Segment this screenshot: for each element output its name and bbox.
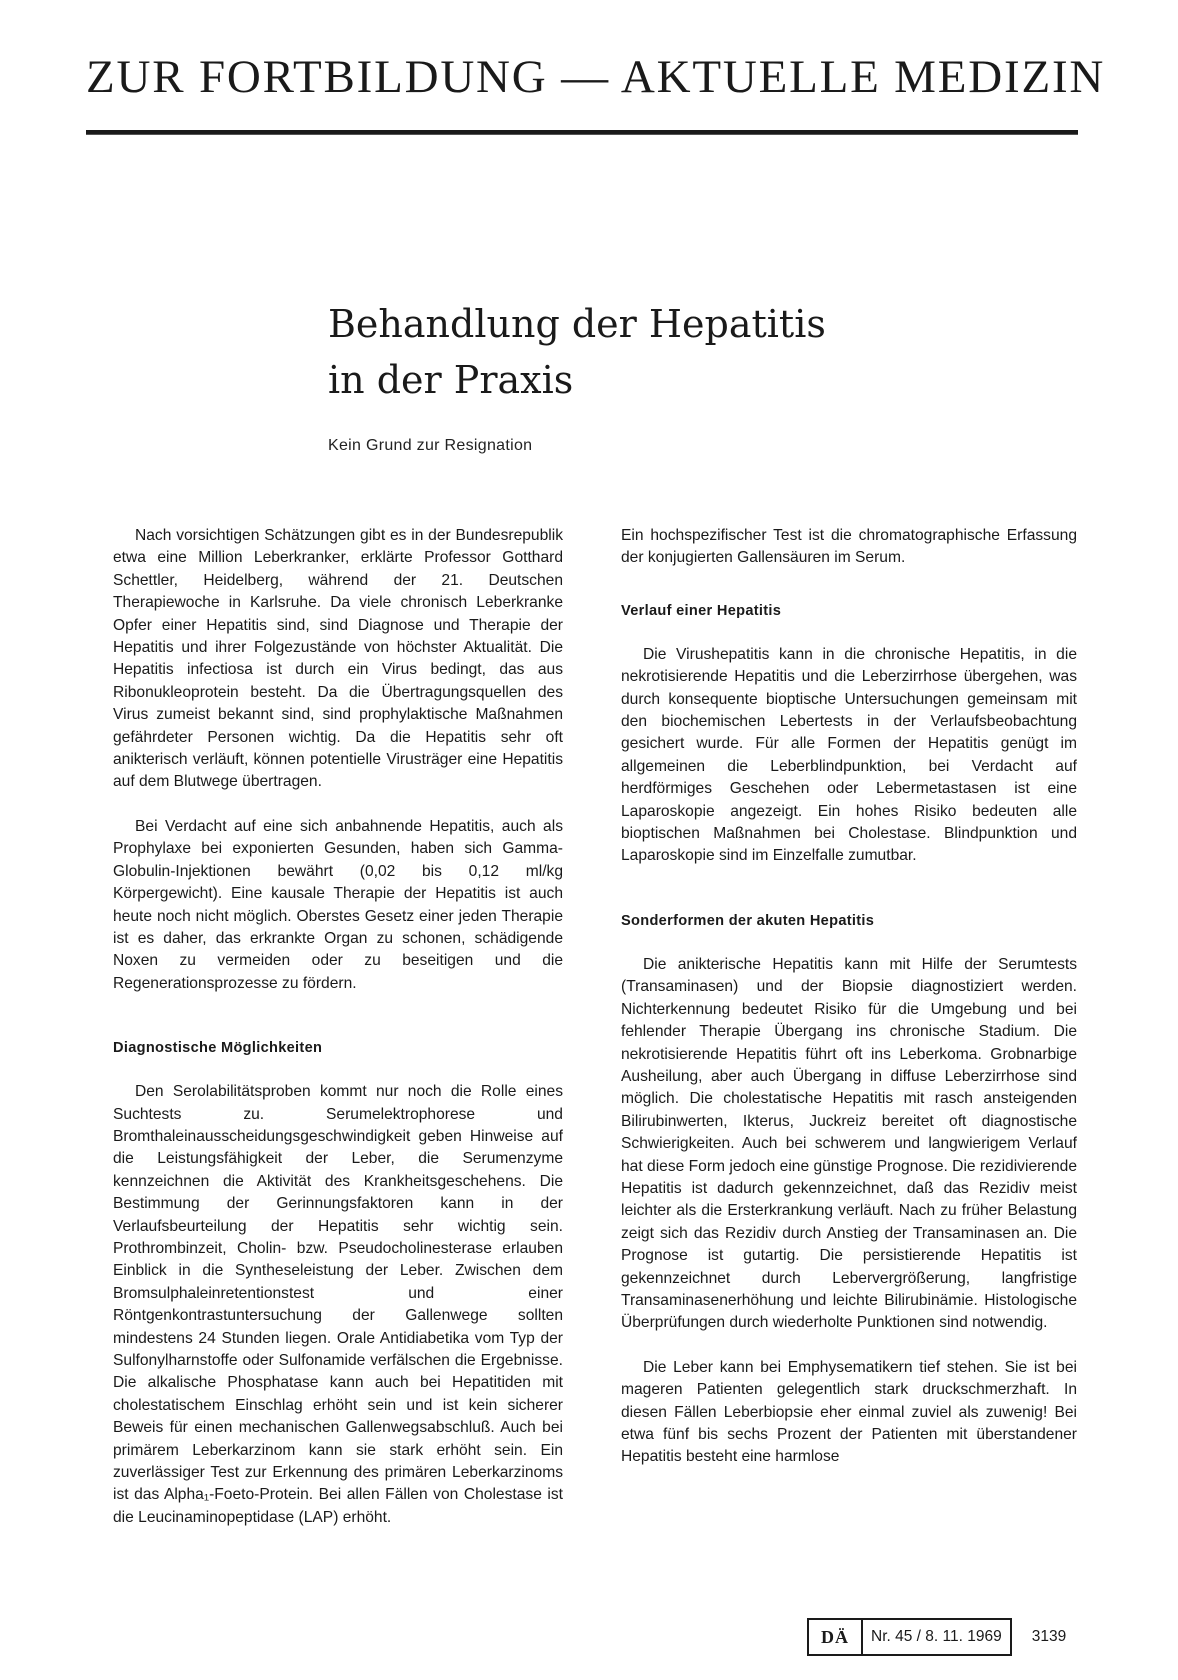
journal-issue-box: [807, 1618, 1012, 1656]
left-column: [113, 525, 563, 1529]
article-subtitle: Kein Grund zur Resignation: [328, 437, 533, 454]
section-header: ZUR FORTBILDUNG — AKTUELLE MEDIZIN: [86, 51, 1106, 103]
article-title: [328, 296, 826, 408]
heading-diagnostik: Diagnostische Möglichkeiten: [113, 1040, 323, 1057]
page-number: 3139: [1031, 1628, 1067, 1645]
right-column: [621, 525, 1077, 1469]
paragraph-continued: Ein hochspezifischer Test ist die chromatographische Erfassung der konjugierten Gallensäuren im Serum.: [621, 527, 1077, 567]
article-title-line-1: Behandlung der Hepatitis: [328, 302, 826, 346]
article-title-line-2: in der Praxis: [328, 358, 574, 402]
page-footer: [807, 1618, 1066, 1656]
heading-verlauf: Verlauf einer Hepatitis: [621, 602, 782, 619]
paragraph-diagnostik: Den Serolabilitätsproben kommt nur noch die Rolle eines Suchtests zu. Serumelektrophorese und Bromthaleinausscheidungsgeschwindigkeit geben Hinweise auf die Leistungsfähigkeit der Leber, die Serumenzyme kennzeichnen die Aktivität des Krankheitsgeschehens. Die Bestimmung der Gerinnungsfaktoren kann in der Verlaufsbeurteilung der Hepatitis sehr wichtig sein. Prothrombinzeit, Cholin- bzw. Pseudocholinesterase erlauben Einblick in die Syntheseleistung der Leber. Zwischen dem Bromsulphaleinretentionstest und einer Röntgenkontrastuntersuchung der Gallenwege sollten mindestens 24 Stunden liegen. Orale Antidiabetika vom Typ der Sulfonylharnstoffe oder Sulfonamide verfälschen die Ergebnisse. Die alkalische Phosphatase kann auch bei Hepatitiden mit cholestatischem Einschlag erhöht sein und ist kein sicherer Beweis für einen mechanischen Gallenwegsabschluß. Auch bei primärem Leberkarzinom kann sie stark erhöht sein. Ein zuverlässiger Test zur Erkennung des primären Leberkarzinoms ist das Alpha₁-Foeto-Protein. Bei allen Fällen von Cholestase ist die Leucinaminopeptidase (LAP) erhöht.: [113, 1083, 563, 1526]
header-rule: [86, 130, 1078, 135]
journal-logo: DÄ: [809, 1620, 863, 1654]
heading-sonderformen: Sonderformen der akuten Hepatitis: [621, 912, 875, 929]
paragraph-gap: [621, 1335, 1077, 1357]
paragraph-intro: Nach vorsichtigen Schätzungen gibt es in der Bundesrepublik etwa eine Million Leberkranker, erklärte Professor Gotthard Schettler, Heidelberg, während der 21. Deutschen Therapiewoche in Karlsruhe. Da viele chronisch Leberkranke Opfer einer Hepatitis sind, sind Diagnose und Therapie der Hepatitis und ihrer Folgezustände von höchster Aktualität. Die Hepatitis infectiosa ist durch ein Virus bedingt, das aus Ribonukleoprotein besteht. Da die Übertragungsquellen des Virus zumeist bekannt sind, sind prophylaktische Maßnahmen gefährdeter Personen wichtig. Da die Hepatitis sehr oft anikterisch verläuft, können potentielle Virusträger eine Hepatitis auf dem Blutwege übertragen.: [113, 527, 563, 791]
paragraph-sonderformen: Die anikterische Hepatitis kann mit Hilfe der Serumtests (Transaminasen) und der Biopsie diagnostiziert werden. Nichterkennung bedeutet Risiko für die Umgebung und bei fehlender Therapie Übergang ins chronische Stadium. Die nekrotisierende Hepatitis führt oft ins Leberkoma. Grobnarbige Ausheilung, aber auch Übergang in diffuse Leberzirrhose sind möglich. Die cholestatische Hepatitis mit rasch ansteigenden Bilirubinwerten, Ikterus, Juckreiz bereitet oft diagnostische Schwierigkeiten. Auch bei schwerem und langwierigem Verlauf hat diese Form jedoch eine günstige Prognose. Die rezidivierende Hepatitis ist dadurch gekennzeichnet, daß das Rezidiv meist leichter als die Ersterkrankung verläuft. Nach zu früher Belastung zeigt sich das Rezidiv durch Anstieg der Transaminasen an. Die Prognose ist gutartig. Die persistierende Hepatitis ist gekennzeichnet durch Lebervergrößerung, langfristige Transaminasenerhöhung und leichte Bilirubinämie. Histologische Überprüfungen durch wiederholte Punktionen sind notwendig.: [621, 955, 1077, 1332]
issue-info: Nr. 45 / 8. 11. 1969: [871, 1628, 1002, 1645]
paragraph-verlauf: Die Virushepatitis kann in die chronische Hepatitis, in die nekrotisierende Hepatitis und die Leberzirrhose übergehen, was durch konsequente bioptische Untersuchungen gemeinsam mit den biochemischen Lebertests in der Verlaufsbeobachtung gesichert wurde. Für alle Formen der Hepatitis genügt im allgemeinen die Leberblindpunktion, bei Verdacht auf herdförmiges Geschehen oder Lebermetastasen ist eine Laparoskopie angezeigt. Ein hohes Risiko bedeuten alle bioptischen Maßnahmen bei Cholestase. Blindpunktion und Laparoskopie sind im Einzelfalle zumutbar.: [621, 645, 1077, 865]
paragraph-gap: [113, 794, 563, 816]
paragraph-emphysem: Die Leber kann bei Emphysematikern tief stehen. Sie ist bei mageren Patienten gelegentlich stark druckschmerzhaft. In diesen Fällen Leberbiopsie eher einmal zuviel als zuwenig! Bei etwa fünf bis sechs Prozent der Patienten mit überstandener Hepatitis besteht eine harmlose: [621, 1358, 1077, 1466]
paragraph-prophylaxis: Bei Verdacht auf eine sich anbahnende Hepatitis, auch als Prophylaxe bei exponierten Gesunden, haben sich Gamma-Globulin-Injektionen bewährt (0,02 bis 0,12 ml/kg Körpergewicht). Eine kausale Therapie der Hepatitis ist auch heute noch nicht möglich. Oberstes Gesetz einer jeden Therapie ist es daher, das erkrankte Organ zu schonen, schädigende Noxen zu vermeiden oder zu beseitigen und die Regenerationsprozesse zu fördern.: [113, 817, 563, 992]
